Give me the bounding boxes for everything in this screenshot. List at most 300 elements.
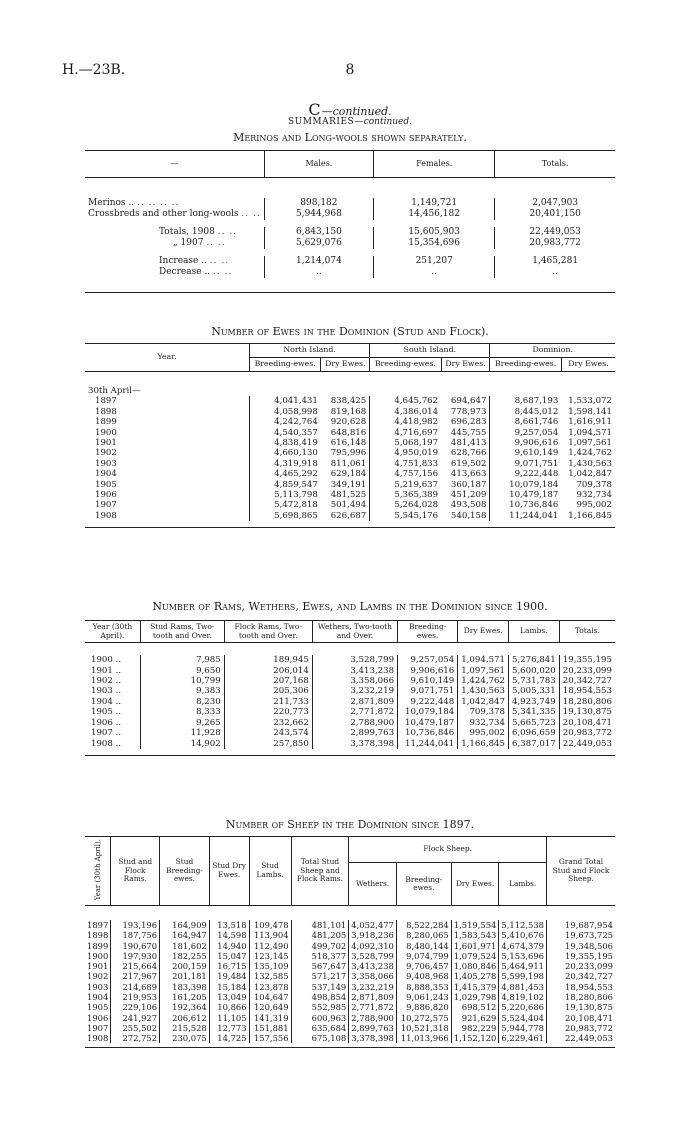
t1-header-blank: — bbox=[170, 159, 179, 169]
t2-year-cell bbox=[85, 428, 250, 438]
t2-spacer-cell bbox=[85, 371, 615, 386]
t2-date-label: 30th April— bbox=[88, 385, 141, 396]
t2-value: 4,716,697 bbox=[370, 428, 441, 438]
t4-value: 8,280,065 bbox=[396, 930, 451, 940]
t1-totals-value: 20,983,772 bbox=[495, 238, 615, 249]
t4-value: 229,106 bbox=[111, 1002, 160, 1012]
t4-header-flock-sheep: Flock Sheep. bbox=[349, 837, 547, 863]
t3-value: 20,108,471 bbox=[559, 718, 615, 728]
t4-value: 161,205 bbox=[160, 992, 210, 1002]
t2-year: 1903 bbox=[95, 458, 117, 469]
t4-year-label: Year (30th April). bbox=[93, 839, 102, 901]
t4-row bbox=[85, 1013, 615, 1023]
t4-value: 19,130,875 bbox=[547, 1002, 615, 1012]
sheep-table-title: Number of Sheep in the Dominion since 1897. bbox=[225, 818, 475, 831]
t4-year: 1897 bbox=[87, 919, 109, 930]
t4-value: 3,358,066 bbox=[349, 971, 397, 981]
t1-spacer-cell bbox=[85, 220, 615, 227]
t4-header-breeding: Breeding-ewes. bbox=[396, 863, 451, 906]
t2-value: 451,209 bbox=[450, 489, 487, 500]
t3-value: 232,662 bbox=[224, 718, 312, 728]
rams-wethers-table bbox=[85, 620, 615, 756]
t1-label-cell bbox=[85, 198, 264, 209]
t2-row bbox=[85, 459, 615, 469]
t4-value: 8,888,353 bbox=[396, 982, 451, 992]
t3-year: 1901 .. bbox=[91, 665, 122, 676]
ewes-table bbox=[85, 343, 615, 528]
t4-value: 1,080,846 bbox=[451, 961, 499, 971]
t3-header: Wethers, Two-tooth and Over. bbox=[312, 621, 397, 643]
t2-value: 4,242,764 bbox=[250, 417, 321, 427]
t2-subheader: Dry Ewes. bbox=[441, 357, 490, 371]
t4-value: 499,702 bbox=[291, 941, 349, 951]
t2-value: 795,996 bbox=[330, 448, 367, 459]
t4-value: 537,149 bbox=[291, 982, 349, 992]
t2-year-cell bbox=[85, 511, 250, 521]
t3-value: 8,230 bbox=[140, 697, 224, 707]
t4-value: 13,049 bbox=[209, 992, 249, 1002]
t2-year: 1899 bbox=[95, 417, 117, 428]
t4-value: 200,159 bbox=[160, 961, 210, 971]
t4-value: 20,342,727 bbox=[547, 971, 615, 981]
t2-value: 5,264,028 bbox=[370, 500, 441, 510]
t2-year: 1905 bbox=[95, 479, 117, 490]
t3-value: 20,233,099 bbox=[559, 666, 615, 676]
t4-value: 19,673,725 bbox=[547, 930, 615, 940]
t2-row bbox=[85, 428, 615, 438]
t4-value: 921,629 bbox=[451, 1013, 499, 1023]
t4-value: 9,061,243 bbox=[396, 992, 451, 1002]
t4-value: 5,220,686 bbox=[499, 1002, 547, 1012]
t4-value: 12,773 bbox=[209, 1023, 249, 1033]
t2-row bbox=[85, 480, 615, 490]
t3-value: 2,871,809 bbox=[312, 697, 397, 707]
t3-row bbox=[85, 697, 615, 707]
page-number: 8 bbox=[345, 62, 355, 78]
t4-value: 2,788,900 bbox=[349, 1013, 397, 1023]
t4-value: 217,967 bbox=[111, 971, 160, 981]
t4-value: 9,886,820 bbox=[396, 1002, 451, 1012]
t4-value: 552,985 bbox=[291, 1002, 349, 1012]
t3-header: Stud Rams, Two-tooth and Over. bbox=[140, 621, 224, 643]
t2-value: 349,191 bbox=[330, 479, 367, 490]
t1-leader-dots: .. .. bbox=[212, 267, 233, 277]
t4-value: 10,521,318 bbox=[396, 1023, 451, 1033]
t2-value: 5,219,637 bbox=[370, 480, 441, 490]
t3-value: 2,771,872 bbox=[312, 707, 397, 717]
t4-value: 19,355,195 bbox=[547, 951, 615, 961]
t4-header-stud-lambs: Stud Lambs. bbox=[249, 837, 291, 906]
t4-value: 3,413,238 bbox=[349, 961, 397, 971]
t2-value: 4,465,292 bbox=[250, 469, 321, 479]
t4-value: 481,101 bbox=[291, 920, 349, 930]
t3-value: 9,383 bbox=[140, 686, 224, 696]
t1-males-value: 898,182 bbox=[264, 198, 373, 209]
t4-value: 18,954,553 bbox=[547, 982, 615, 992]
t3-row bbox=[85, 655, 615, 665]
t4-value: 197,930 bbox=[111, 951, 160, 961]
t4-value: 11,105 bbox=[209, 1013, 249, 1023]
t2-value: 9,222,448 bbox=[490, 469, 561, 479]
t2-value: 838,425 bbox=[330, 396, 367, 407]
t1-label-text: „ 1907 bbox=[173, 238, 204, 248]
t2-value: 10,079,184 bbox=[490, 480, 561, 490]
t1-header-totals: Totals. bbox=[495, 151, 615, 178]
t2-value: 4,950,019 bbox=[370, 448, 441, 458]
t2-value: 4,386,014 bbox=[370, 407, 441, 417]
section-letter: C bbox=[308, 100, 321, 119]
t1-males-value: 5,944,968 bbox=[264, 209, 373, 220]
t1-spacer bbox=[85, 220, 615, 227]
t4-row bbox=[85, 1002, 615, 1012]
t4-value: 4,052,477 bbox=[349, 920, 397, 930]
t4-value: 3,232,219 bbox=[349, 982, 397, 992]
t4-row bbox=[85, 971, 615, 981]
t2-value: 629,184 bbox=[330, 469, 367, 480]
t4-header-grand-total: Grand Total Stud and Flock Sheep. bbox=[547, 837, 615, 906]
t4-value: 215,528 bbox=[160, 1023, 210, 1033]
t4-year: 1904 bbox=[87, 992, 109, 1002]
t4-value: 567,647 bbox=[291, 961, 349, 971]
t4-value: 4,819,102 bbox=[499, 992, 547, 1002]
t2-value: 9,610,149 bbox=[490, 448, 561, 458]
t4-value: 123,878 bbox=[249, 982, 291, 992]
t4-value: 164,947 bbox=[160, 930, 210, 940]
t3-value: 14,902 bbox=[140, 739, 224, 749]
t2-value: 493,508 bbox=[450, 500, 487, 511]
t4-spacer-cell bbox=[85, 905, 615, 920]
t2-end bbox=[85, 521, 615, 528]
t3-year: 1900 .. bbox=[91, 655, 122, 666]
t2-value: 811,061 bbox=[330, 458, 367, 469]
t2-row bbox=[85, 396, 615, 406]
t3-row bbox=[85, 707, 615, 717]
t3-end-cell bbox=[85, 749, 615, 756]
t4-value: 571,217 bbox=[291, 971, 349, 981]
t2-year-cell bbox=[85, 459, 250, 469]
t2-row bbox=[85, 500, 615, 510]
t1-females-value: 1,149,721 bbox=[374, 198, 495, 209]
t1-totals-value: 22,449,053 bbox=[495, 227, 615, 238]
document-reference: H.—23B. bbox=[62, 62, 126, 78]
t1-label-text: Merinos .. bbox=[88, 198, 135, 208]
t4-value: 1,405,278 bbox=[451, 971, 499, 981]
t4-value: 19,348,506 bbox=[547, 941, 615, 951]
t2-year-cell bbox=[85, 480, 250, 490]
t1-spacer bbox=[85, 249, 615, 256]
t4-value: 206,612 bbox=[160, 1013, 210, 1023]
t4-row bbox=[85, 951, 615, 961]
t4-year: 1902 bbox=[87, 971, 109, 982]
t4-value: 5,112,538 bbox=[499, 920, 547, 930]
t2-value: 1,042,847 bbox=[568, 469, 612, 480]
t3-header: Breeding-ewes. bbox=[398, 621, 458, 643]
t3-row bbox=[85, 666, 615, 676]
t3-value: 10,799 bbox=[140, 676, 224, 686]
t2-subheader: Dry Ewes. bbox=[561, 357, 615, 371]
t2-value: 10,479,187 bbox=[490, 490, 561, 500]
t3-value: 5,341,335 bbox=[508, 707, 559, 717]
t4-value: 2,871,809 bbox=[349, 992, 397, 1002]
t3-header: Year (30th April). bbox=[92, 622, 133, 640]
t1-header-males: Males. bbox=[264, 151, 373, 178]
t4-value: 120,649 bbox=[249, 1002, 291, 1012]
t4-value: 5,153,696 bbox=[499, 951, 547, 961]
t3-row bbox=[85, 676, 615, 686]
t4-spacer bbox=[85, 905, 615, 920]
t4-value: 16,715 bbox=[209, 961, 249, 971]
t1-leader-dots: .. .. bbox=[209, 256, 230, 266]
t4-year: 1903 bbox=[87, 981, 109, 992]
t2-subheader: Breeding-ewes. bbox=[250, 357, 321, 371]
t3-value: 4,923,749 bbox=[508, 697, 559, 707]
t4-body bbox=[85, 905, 615, 1048]
t4-year: 1900 bbox=[87, 950, 109, 961]
t3-value: 7,985 bbox=[140, 655, 224, 665]
t2-date-row bbox=[85, 386, 615, 396]
t4-value: 1,583,543 bbox=[451, 930, 499, 940]
t1-females-value: .. bbox=[374, 267, 495, 278]
t3-value: 5,600,020 bbox=[508, 666, 559, 676]
t3-value: 205,306 bbox=[224, 686, 312, 696]
t2-value: 1,166,845 bbox=[568, 510, 612, 521]
t3-value: 5,005,331 bbox=[508, 686, 559, 696]
t2-row bbox=[85, 417, 615, 427]
t4-value: 698,512 bbox=[451, 1002, 499, 1012]
t4-value: 132,585 bbox=[249, 971, 291, 981]
t1-row bbox=[85, 209, 615, 220]
t2-subheader: Breeding-ewes. bbox=[490, 357, 561, 371]
t2-value: 4,058,998 bbox=[250, 407, 321, 417]
t2-value: 819,168 bbox=[330, 406, 367, 417]
t4-value: 14,725 bbox=[209, 1033, 249, 1043]
t2-year-cell bbox=[85, 417, 250, 427]
t3-spacer-cell bbox=[85, 643, 615, 656]
t4-value: 1,415,379 bbox=[451, 982, 499, 992]
t3-year: 1906 .. bbox=[91, 717, 122, 728]
t4-value: 19,687,954 bbox=[547, 920, 615, 930]
t1-label-text: Decrease .. bbox=[159, 267, 211, 277]
t1-label-text: Totals, 1908 bbox=[159, 227, 215, 237]
t3-value: 1,097,561 bbox=[458, 666, 509, 676]
t2-value: 360,187 bbox=[450, 479, 487, 490]
t3-header: Dry Ewes. bbox=[458, 621, 509, 643]
t1-header-females: Females. bbox=[374, 151, 495, 178]
t4-value: 14,598 bbox=[209, 930, 249, 940]
t2-year: 1908 bbox=[95, 510, 117, 521]
t3-spacer bbox=[85, 643, 615, 656]
t4-value: 157,556 bbox=[249, 1033, 291, 1043]
t1-row bbox=[85, 227, 615, 238]
t1-males-value: .. bbox=[264, 267, 373, 278]
t4-value: 9,074,799 bbox=[396, 951, 451, 961]
t4-year: 1899 bbox=[87, 940, 109, 951]
t2-value: 628,766 bbox=[450, 448, 487, 459]
t4-value: 104,647 bbox=[249, 992, 291, 1002]
t2-value: 540,158 bbox=[450, 510, 487, 521]
t2-value: 4,757,156 bbox=[370, 469, 441, 479]
t3-value: 18,280,806 bbox=[559, 697, 615, 707]
t4-year: 1898 bbox=[87, 930, 109, 941]
t3-value: 11,928 bbox=[140, 728, 224, 738]
t2-value: 4,859,547 bbox=[250, 480, 321, 490]
t4-value: 8,522,284 bbox=[396, 920, 451, 930]
t3-header: Flock Rams, Two-tooth and Over. bbox=[224, 621, 312, 643]
t4-value: 272,752 bbox=[111, 1033, 160, 1043]
t1-row bbox=[85, 238, 615, 249]
t2-year-cell bbox=[85, 500, 250, 510]
t1-spacer-cell bbox=[85, 249, 615, 256]
t2-value: 8,687,193 bbox=[490, 396, 561, 406]
t3-value: 2,899,763 bbox=[312, 728, 397, 738]
t2-value: 4,838,419 bbox=[250, 438, 321, 448]
t4-value: 15,047 bbox=[209, 951, 249, 961]
t1-males-value: 6,843,150 bbox=[264, 227, 373, 238]
t4-value: 6,229,461 bbox=[499, 1033, 547, 1043]
t3-header-row bbox=[85, 621, 615, 643]
t4-row bbox=[85, 982, 615, 992]
t3-value: 5,276,841 bbox=[508, 655, 559, 665]
t4-value: 241,927 bbox=[111, 1013, 160, 1023]
t2-value: 4,319,918 bbox=[250, 459, 321, 469]
t4-value: 201,181 bbox=[160, 971, 210, 981]
t2-value: 1,094,571 bbox=[568, 427, 612, 438]
t4-year: 1908 bbox=[87, 1033, 109, 1044]
t2-subheader: Dry Ewes. bbox=[321, 357, 370, 371]
t2-value: 995,002 bbox=[576, 500, 612, 511]
t1-label-cell bbox=[85, 209, 264, 220]
t4-value: 18,280,806 bbox=[547, 992, 615, 1002]
t1-row bbox=[85, 267, 615, 278]
t2-row bbox=[85, 438, 615, 448]
t2-value: 4,645,762 bbox=[370, 396, 441, 406]
t2-value: 9,071,751 bbox=[490, 459, 561, 469]
t1-totals-value: 1,465,281 bbox=[495, 256, 615, 267]
t4-value: 1,519,554 bbox=[451, 920, 499, 930]
t2-value: 481,413 bbox=[450, 437, 487, 448]
t2-year: 1901 bbox=[95, 437, 117, 448]
t4-year: 1907 bbox=[87, 1022, 109, 1033]
t1-females-value: 15,605,903 bbox=[374, 227, 495, 238]
t3-end bbox=[85, 749, 615, 756]
t3-value: 10,079,184 bbox=[398, 707, 458, 717]
t1-label-cell bbox=[85, 227, 264, 238]
t2-year: 1897 bbox=[95, 396, 117, 407]
t4-value: 183,398 bbox=[160, 982, 210, 992]
t4-row bbox=[85, 961, 615, 971]
rams-wethers-table-title: Number of Rams, Wethers, Ewes, and Lambs in the Dominion since 1900. bbox=[152, 600, 548, 613]
t2-row bbox=[85, 407, 615, 417]
t3-value: 3,358,066 bbox=[312, 676, 397, 686]
t3-value: 3,378,398 bbox=[312, 739, 397, 749]
t3-row bbox=[85, 728, 615, 738]
t2-year: 1898 bbox=[95, 406, 117, 417]
t4-end-cell bbox=[85, 1043, 615, 1048]
t1-label-text: Increase .. bbox=[159, 256, 207, 266]
t4-value: 982,229 bbox=[451, 1023, 499, 1033]
t1-leader-dots: .. .. bbox=[217, 227, 238, 237]
t4-value: 10,272,575 bbox=[396, 1013, 451, 1023]
t4-header-stud-dry: Stud Dry Ewes. bbox=[209, 837, 249, 906]
t4-value: 255,502 bbox=[111, 1023, 160, 1033]
t3-value: 1,424,762 bbox=[458, 676, 509, 686]
t4-row bbox=[85, 992, 615, 1002]
t4-value: 181,602 bbox=[160, 941, 210, 951]
t1-label-text: Crossbreds and other long-wools bbox=[88, 209, 239, 219]
t4-value: 109,478 bbox=[249, 920, 291, 930]
t2-value: 9,906,616 bbox=[490, 438, 561, 448]
t3-value: 18,954,553 bbox=[559, 686, 615, 696]
t3-value: 1,094,571 bbox=[458, 655, 509, 665]
t3-body bbox=[85, 643, 615, 756]
t4-value: 182,255 bbox=[160, 951, 210, 961]
t3-value: 9,071,751 bbox=[398, 686, 458, 696]
t2-value: 1,430,563 bbox=[568, 458, 612, 469]
t4-value: 4,881,453 bbox=[499, 982, 547, 992]
t3-year: 1905 .. bbox=[91, 707, 122, 718]
t3-value: 5,665,723 bbox=[508, 718, 559, 728]
t4-value: 141,319 bbox=[249, 1013, 291, 1023]
t3-value: 20,983,772 bbox=[559, 728, 615, 738]
t3-value: 6,387,017 bbox=[508, 739, 559, 749]
t4-year: 1906 bbox=[87, 1012, 109, 1023]
t2-value: 1,533,072 bbox=[568, 396, 612, 407]
t4-value: 518,377 bbox=[291, 951, 349, 961]
t2-value: 4,418,982 bbox=[370, 417, 441, 427]
t2-value: 1,097,561 bbox=[568, 437, 612, 448]
t3-value: 9,906,616 bbox=[398, 666, 458, 676]
continued-label: —continued. bbox=[321, 105, 392, 118]
t3-value: 1,166,845 bbox=[458, 739, 509, 749]
ewes-table-title: Number of Ewes in the Dominion (Stud and Flock). bbox=[211, 325, 489, 338]
t3-value: 5,731,783 bbox=[508, 676, 559, 686]
t2-year-cell bbox=[85, 469, 250, 479]
t4-value: 675,108 bbox=[291, 1033, 349, 1043]
t1-totals-value: 20,401,150 bbox=[495, 209, 615, 220]
t3-value: 22,449,053 bbox=[559, 739, 615, 749]
t3-year: 1908 .. bbox=[91, 738, 122, 749]
t1-leader-dots: .. .. .. .. bbox=[137, 198, 180, 208]
t2-value: 626,687 bbox=[330, 510, 367, 521]
t4-value: 14,940 bbox=[209, 941, 249, 951]
t2-value: 648,816 bbox=[330, 427, 367, 438]
t2-group-south: South Island. bbox=[370, 344, 490, 358]
t4-value: 600,963 bbox=[291, 1013, 349, 1023]
t3-value: 10,479,187 bbox=[398, 718, 458, 728]
t2-value: 4,751,833 bbox=[370, 459, 441, 469]
t3-value: 9,650 bbox=[140, 666, 224, 676]
t4-value: 1,152,120 bbox=[451, 1033, 499, 1043]
t2-row bbox=[85, 490, 615, 500]
t4-value: 187,756 bbox=[111, 930, 160, 940]
t3-value: 207,168 bbox=[224, 676, 312, 686]
t4-header-year bbox=[85, 837, 111, 906]
t1-totals-value: 2,047,903 bbox=[495, 198, 615, 209]
t3-value: 11,244,041 bbox=[398, 739, 458, 749]
t2-value: 616,148 bbox=[330, 437, 367, 448]
t3-value: 3,413,238 bbox=[312, 666, 397, 676]
t2-value: 619,502 bbox=[450, 458, 487, 469]
t4-value: 15,184 bbox=[209, 982, 249, 992]
t1-leader-dots: .. .. bbox=[241, 209, 261, 219]
t4-header-dry: Dry Ewes. bbox=[451, 863, 499, 906]
t3-value: 206,014 bbox=[224, 666, 312, 676]
t2-body bbox=[85, 371, 615, 527]
t4-value: 3,378,398 bbox=[349, 1033, 397, 1043]
t4-value: 20,108,471 bbox=[547, 1013, 615, 1023]
t3-value: 9,257,054 bbox=[398, 655, 458, 665]
t1-females-value: 15,354,696 bbox=[374, 238, 495, 249]
